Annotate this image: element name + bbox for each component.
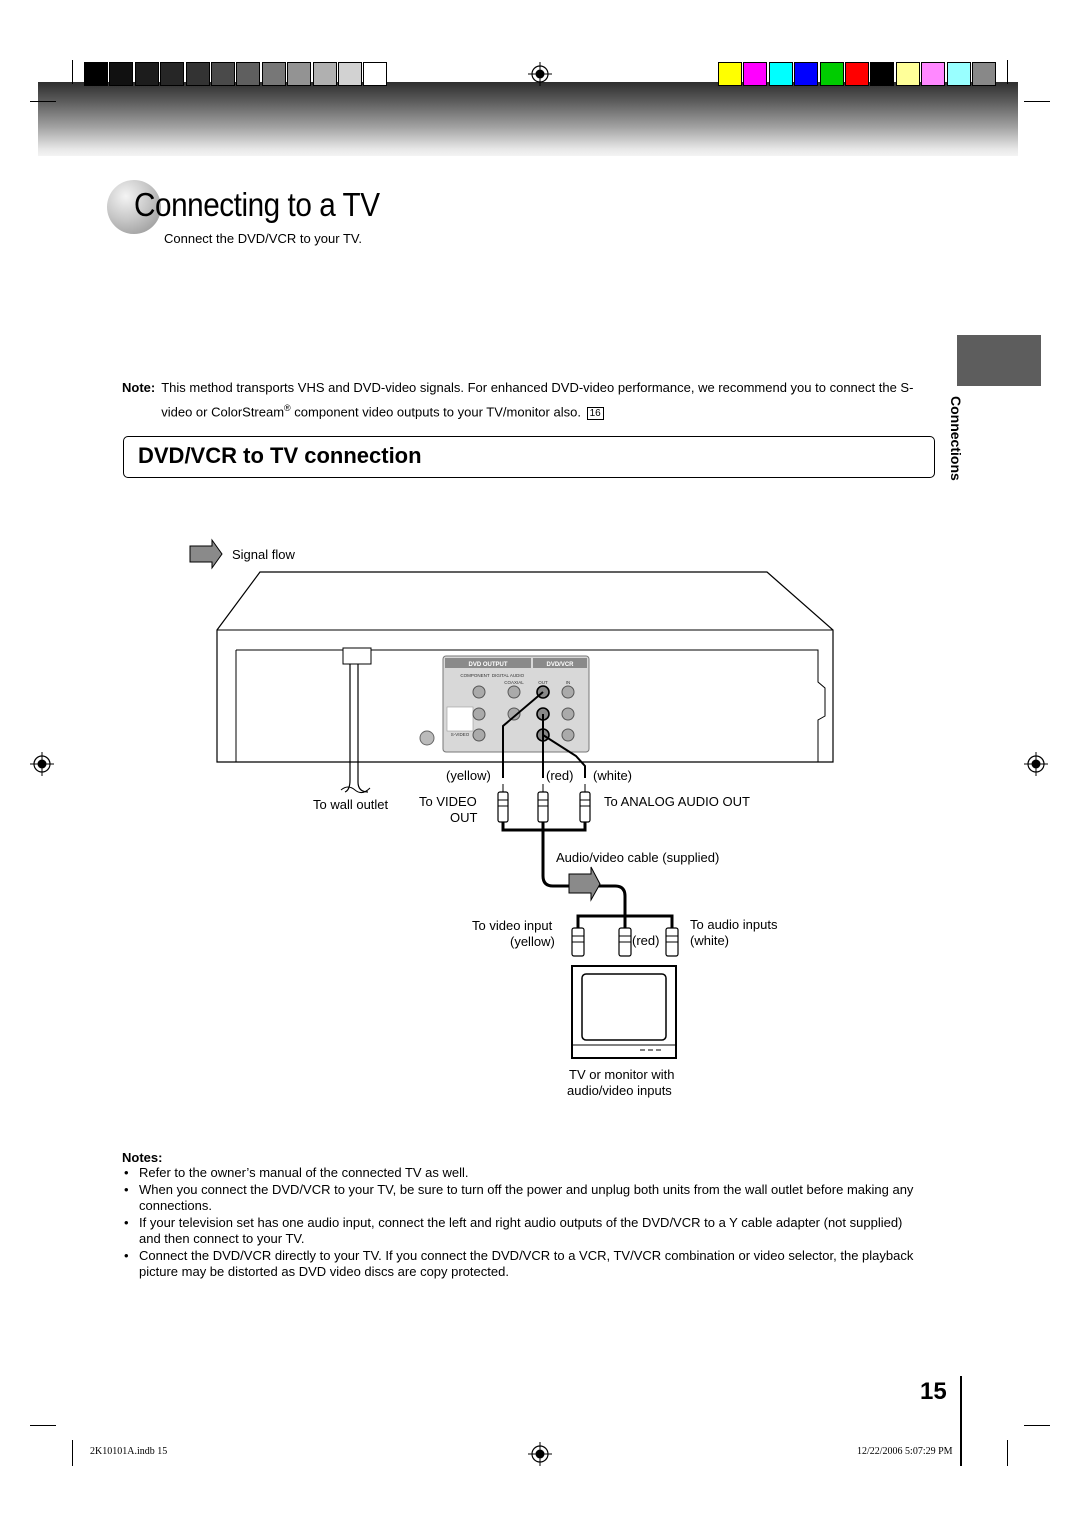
red-label-bottom: (red) — [632, 933, 660, 948]
video-out-label-line2: OUT — [450, 810, 478, 825]
panel-label-component: COMPONENT — [460, 673, 490, 678]
audio-inputs-label: To audio inputs — [690, 917, 778, 932]
yellow-label-top: (yellow) — [446, 768, 491, 783]
registration-mark-icon — [528, 1442, 552, 1466]
panel-label-coaxial: COAXIAL — [504, 680, 524, 685]
page-reference-link[interactable]: 16 — [587, 407, 604, 420]
note-text-end: component video outputs to your TV/monitor also. — [290, 404, 581, 420]
crop-mark — [1007, 60, 1008, 84]
color-swatch — [794, 62, 818, 86]
color-swatch — [718, 62, 742, 86]
color-swatch — [338, 62, 362, 86]
footer-timestamp: 12/22/2006 5:07:29 PM — [857, 1446, 953, 1457]
page-number: 15 — [920, 1378, 947, 1405]
side-tab-label: Connections — [948, 396, 964, 481]
note-item: • When you connect the DVD/VCR to your TV, be sure to turn off the power and unplug both units from the wall outlet before making any connections. — [122, 1182, 922, 1215]
crop-mark — [30, 101, 56, 102]
tv-caption-line2: audio/video inputs — [567, 1083, 672, 1098]
page-title: Connecting to a TV — [134, 186, 380, 223]
panel-label-s-video: S-VIDEO — [450, 732, 470, 737]
footer-filename: 2K10101A.indb 15 — [90, 1446, 168, 1457]
color-swatch — [313, 62, 337, 86]
rca-plugs-top — [498, 792, 590, 822]
color-swatch — [947, 62, 971, 86]
red-label-top: (red) — [546, 768, 574, 783]
ground-terminal-icon — [420, 731, 434, 745]
cable-label: Audio/video cable (supplied) — [556, 850, 720, 865]
page-number-divider — [960, 1376, 962, 1466]
panel-label-in: IN — [565, 680, 571, 685]
signal-flow-arrow-icon — [190, 540, 222, 568]
notes-title: Notes: — [122, 1150, 163, 1165]
color-swatch — [743, 62, 767, 86]
color-swatch — [896, 62, 920, 86]
note-label: Note: — [122, 380, 156, 395]
header-band — [38, 82, 1018, 156]
video-out-label-line1: To VIDEO — [419, 794, 477, 809]
color-swatch — [845, 62, 869, 86]
color-swatch — [287, 62, 311, 86]
note-item: • Connect the DVD/VCR directly to your TV. If you connect the DVD/VCR to a VCR, TV/VCR combination or video selector, the playback picture may be distorted as DVD video discs are copy protected. — [122, 1248, 922, 1281]
panel-label-out: OUT — [538, 680, 548, 685]
color-swatch — [820, 62, 844, 86]
wall-outlet-label: To wall outlet — [313, 797, 389, 812]
color-swatch — [160, 62, 184, 86]
video-input-label: To video input — [472, 918, 553, 933]
color-swatch — [363, 62, 387, 86]
color-swatch — [769, 62, 793, 86]
color-swatch — [84, 62, 108, 86]
yellow-label-bottom: (yellow) — [510, 934, 555, 949]
section-heading: DVD/VCR to TV connection — [138, 443, 422, 468]
color-swatch — [262, 62, 286, 86]
white-label-top: (white) — [593, 768, 633, 783]
page-subtitle: Connect the DVD/VCR to your TV. — [164, 231, 362, 246]
note-paragraph — [122, 378, 922, 422]
note-item: • If your television set has one audio input, connect the left and right audio outputs of the DVD/VCR to a Y cable adapter (not supplied) and then connect to your TV. — [122, 1215, 922, 1248]
color-swatch — [135, 62, 159, 86]
color-swatch — [972, 62, 996, 86]
connection-diagram — [0, 530, 1080, 1110]
tv-monitor — [572, 966, 676, 1058]
color-swatch — [870, 62, 894, 86]
rear-connector-panel — [420, 656, 589, 752]
panel-label-digital-audio: DIGITAL AUDIO — [491, 673, 525, 678]
side-tab-marker — [957, 335, 1041, 386]
color-swatch — [921, 62, 945, 86]
signal-flow-arrow-icon — [569, 867, 600, 900]
notes-list — [122, 1165, 922, 1281]
tv-caption-line1: TV or monitor with — [569, 1067, 675, 1082]
registered-mark: ® — [284, 403, 291, 413]
white-label-bottom: (white) — [690, 933, 730, 948]
analog-audio-out-label: To ANALOG AUDIO OUT — [604, 794, 750, 809]
crop-mark — [72, 1440, 73, 1466]
color-swatch — [211, 62, 235, 86]
crop-mark — [1024, 1425, 1050, 1426]
crop-mark — [30, 1425, 56, 1426]
color-swatch — [109, 62, 133, 86]
registration-mark-icon — [528, 62, 552, 86]
signal-flow-label: Signal flow — [232, 547, 295, 562]
panel-label-dvd-output: DVD OUTPUT — [468, 662, 508, 668]
color-swatch — [186, 62, 210, 86]
panel-label-dvd-vcr: DVD/VCR — [546, 662, 574, 668]
crop-mark — [1024, 101, 1050, 102]
note-item: • Refer to the owner’s manual of the connected TV as well. — [122, 1165, 922, 1182]
color-swatch — [236, 62, 260, 86]
crop-mark — [1007, 1440, 1008, 1466]
note-text: This method transports VHS and DVD-video signals. For enhanced DVD-video performance, we recommend you to connect the S-video or ColorStream — [161, 380, 914, 420]
crop-mark — [72, 60, 73, 84]
